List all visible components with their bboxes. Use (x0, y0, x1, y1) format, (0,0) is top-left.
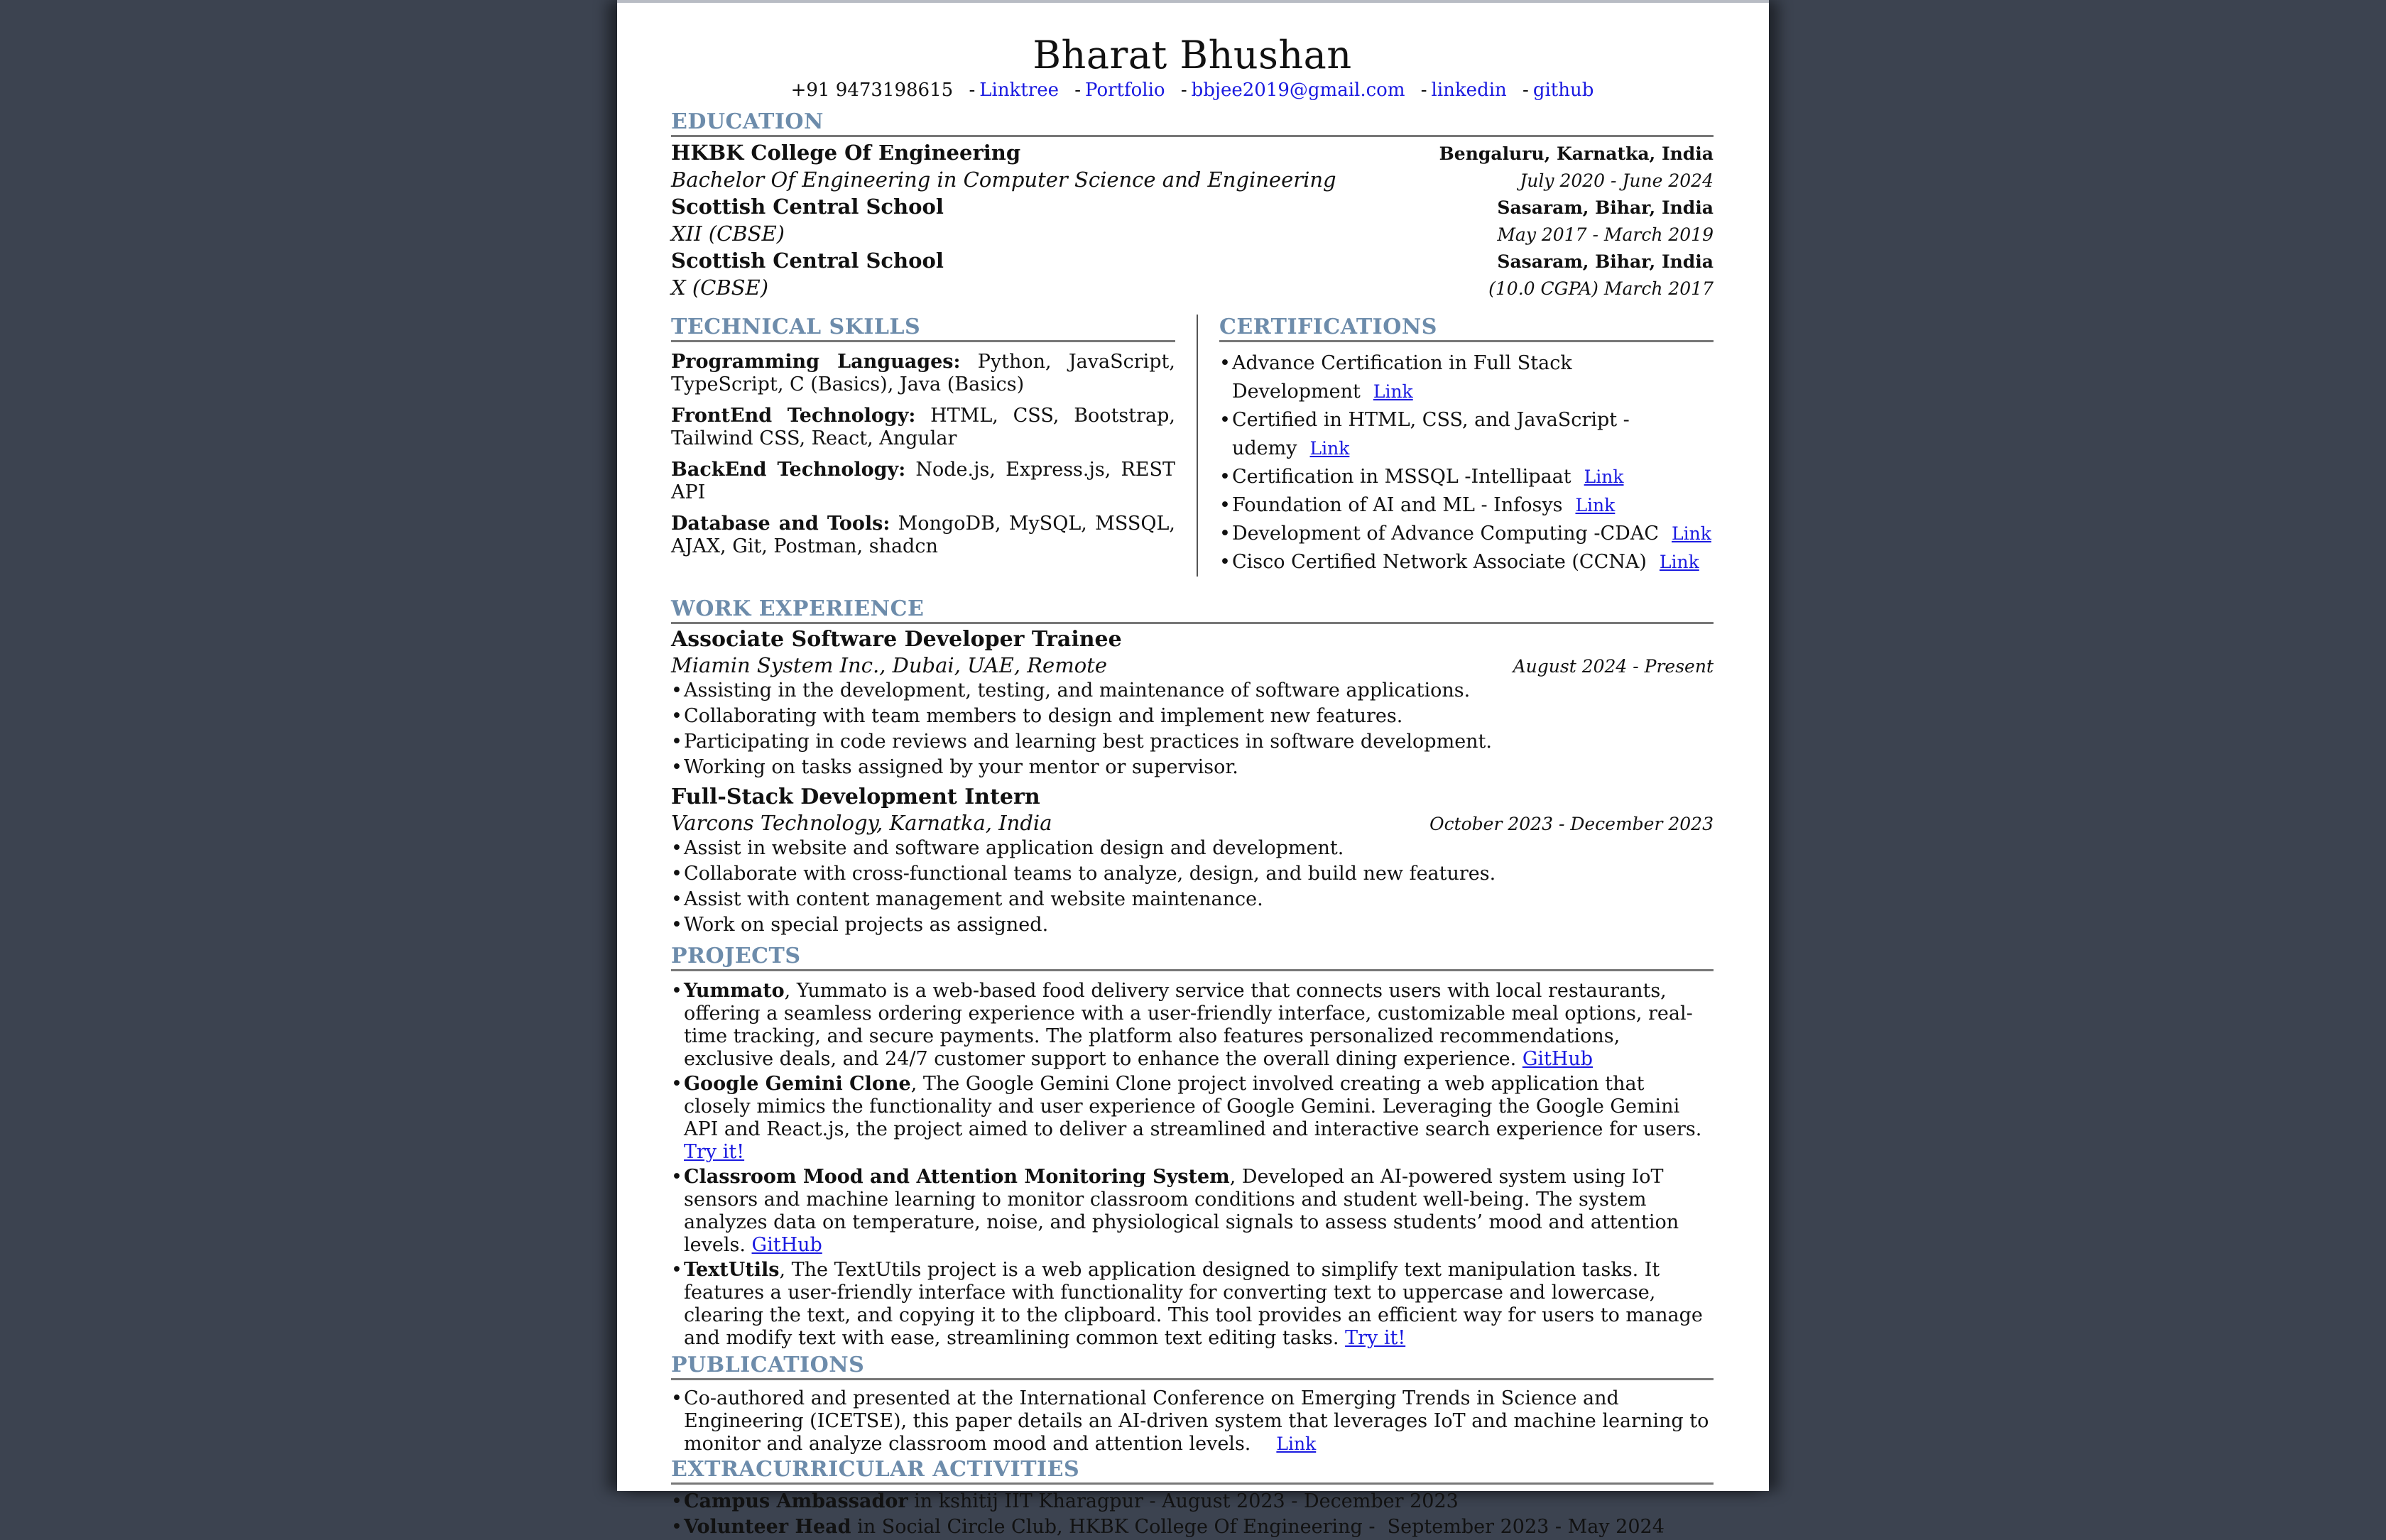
activity-detail: in kshitij IIT Kharagpur - August 2023 - December 2023 (908, 1490, 1459, 1512)
project-item (671, 980, 1714, 1071)
project-link[interactable]: Try it! (1345, 1327, 1406, 1349)
extracurricular-section (671, 1457, 1714, 1540)
degree: X (CBSE) (671, 275, 769, 300)
certification-link[interactable]: Link (1575, 495, 1616, 515)
dates: (10.0 CGPA) March 2017 (1488, 278, 1714, 299)
projects-list (671, 980, 1714, 1350)
linktree-link[interactable]: Linktree (979, 80, 1059, 101)
job-bullet: • Assisting in the development, testing, and maintenance of software applications. (671, 678, 1714, 704)
certification-title: Development of Advance Computing -CDAC (1232, 523, 1659, 545)
job-entry (671, 785, 1714, 938)
institution: Scottish Central School (671, 249, 944, 273)
project-name: Google Gemini Clone (684, 1073, 911, 1095)
activity-item (671, 1489, 1714, 1514)
certifications-heading: CERTIFICATIONS (1219, 315, 1714, 342)
job-dates: October 2023 - December 2023 (1429, 814, 1714, 834)
skill-value: Node.js, Express.js, REST API (671, 459, 1175, 503)
project-name: Yummato (684, 980, 785, 1002)
job-bullets (671, 678, 1714, 780)
skill-label: Programming Languages: (671, 351, 961, 373)
portfolio-link[interactable]: Portfolio (1085, 80, 1165, 101)
linkedin-link[interactable]: linkedin (1431, 80, 1507, 101)
certification-title: Foundation of AI and ML - Infosys (1232, 494, 1563, 516)
skill-label: BackEnd Technology: (671, 459, 906, 481)
certification-link[interactable]: Link (1672, 523, 1711, 544)
skill-value: HTML, CSS, Bootstrap, Tailwind CSS, React, Angular (671, 405, 1175, 449)
certification-title: Advance Certification in Full Stack Development (1232, 352, 1572, 403)
publications-list (671, 1387, 1714, 1456)
project-description: , Yummato is a web-based food delivery service that connects users with local restaurants, offering a seamless ordering experience with a user-friendly interface, customizable meal options, real-time tracking, and secure payments. The platform also features personalized recommendations, exclusive deals, and 24/7 customer support to enhance the overall dining experience. (684, 980, 1693, 1070)
email-link[interactable]: bbjee2019@gmail.com (1191, 80, 1405, 101)
certification-title: Cisco Certified Network Associate (CCNA) (1232, 551, 1647, 573)
publications-heading: PUBLICATIONS (671, 1353, 1714, 1380)
projects-section (671, 944, 1714, 1350)
extracurricular-list (671, 1489, 1714, 1540)
separator: - (1180, 80, 1187, 101)
technical-skills-section (671, 315, 1198, 577)
education-heading: EDUCATION (671, 109, 1714, 137)
publication-text: Co-authored and presented at the International Conference on Emerging Trends in Science and Engineering (ICETSE), this paper details an AI-driven system that leverages IoT and machine learning to monitor and analyze classroom mood and attention levels. (684, 1387, 1709, 1455)
candidate-name: Bharat Bhushan (1033, 33, 1352, 77)
job-dates: August 2024 - Present (1513, 656, 1714, 677)
project-description: , The TextUtils project is a web application designed to simplify text manipulation tasks. It features a user-friendly interface with functionality for converting text to uppercase and lowercase, clearing the text, and copying it to the clipboard. This tool provides an efficient way for users to manage and modify text with ease, streamlining common text editing tasks. (684, 1259, 1703, 1349)
job-company: Varcons Technology, Karnatka, India (671, 811, 1052, 835)
job-bullet: • Assist with content management and website maintenance. (671, 887, 1714, 912)
certification-title: Certified in HTML, CSS, and JavaScript -udemy (1232, 409, 1630, 459)
project-item (671, 1073, 1714, 1164)
certifications-section (1198, 315, 1714, 577)
skill-value: Python, JavaScript, TypeScript, C (Basics), Java (Basics) (671, 351, 1175, 395)
skill-item (671, 351, 1175, 396)
degree: XII (CBSE) (671, 222, 785, 246)
publications-section (671, 1353, 1714, 1456)
institution: HKBK College Of Engineering (671, 141, 1021, 165)
project-name: TextUtils (684, 1259, 780, 1281)
job-bullet: • Collaborating with team members to design and implement new features. (671, 704, 1714, 729)
work-experience-section (671, 596, 1714, 938)
certifications-list (1219, 349, 1714, 577)
separator: - (1074, 80, 1082, 101)
certification-item (1219, 349, 1714, 406)
project-description: , The Google Gemini Clone project involved creating a web application that closely mimics the functionality and user experience of Google Gemini. Leveraging the Google Gemini API and React.js, the project aimed to deliver a streamlined and interactive search experience for users. (684, 1073, 1702, 1140)
activity-item (671, 1514, 1714, 1540)
project-link[interactable]: GitHub (751, 1234, 822, 1256)
job-bullet: • Work on special projects as assigned. (671, 912, 1714, 938)
education-entry (671, 248, 1714, 302)
certification-link[interactable]: Link (1659, 552, 1699, 572)
resume-page (617, 0, 1769, 1538)
certification-item (1219, 520, 1714, 548)
location: Sasaram, Bihar, India (1497, 251, 1714, 272)
skills-certifications-row (671, 315, 1714, 577)
extracurricular-heading: EXTRACURRICULAR ACTIVITIES (671, 1457, 1714, 1485)
resume-content (671, 3, 1714, 1540)
dates: May 2017 - March 2019 (1497, 224, 1714, 245)
education-entry (671, 194, 1714, 248)
certification-link[interactable]: Link (1373, 381, 1413, 402)
location: Bengaluru, Karnatka, India (1439, 143, 1714, 164)
job-company: Miamin System Inc., Dubai, UAE, Remote (671, 653, 1107, 677)
degree: Bachelor Of Engineering in Computer Science and Engineering (671, 168, 1336, 192)
location: Sasaram, Bihar, India (1497, 197, 1714, 218)
job-bullets (671, 836, 1714, 938)
project-item (671, 1166, 1714, 1257)
activity-role: Volunteer Head (684, 1516, 851, 1538)
education-section (671, 109, 1714, 302)
project-description: , Developed an AI-powered system using IoT sensors and machine learning to monitor classroom conditions and student well-being. The system analyzes data on temperature, noise, and physiological signals to assess students’ mood and attention levels. (684, 1166, 1679, 1256)
skills-heading: TECHNICAL SKILLS (671, 315, 1175, 342)
job-title: Associate Software Developer Trainee (671, 627, 1122, 652)
contact-line (671, 78, 1714, 102)
separator: - (1420, 80, 1427, 101)
education-entry (671, 140, 1714, 194)
activity-detail: in Social Circle Club, HKBK College Of Engineering - September 2023 - May 2024 (851, 1516, 1665, 1538)
project-link[interactable]: GitHub (1522, 1048, 1594, 1070)
skill-item (671, 405, 1175, 450)
separator: - (1522, 80, 1529, 101)
publication-item (671, 1387, 1714, 1456)
job-bullet: • Working on tasks assigned by your mentor or supervisor. (671, 755, 1714, 780)
separator: - (969, 80, 976, 101)
publication-link[interactable]: Link (1276, 1433, 1317, 1454)
job-title: Full-Stack Development Intern (671, 785, 1040, 809)
skill-item (671, 459, 1175, 504)
job-entry (671, 627, 1714, 780)
skill-value: MongoDB, MySQL, MSSQL, AJAX, Git, Postman, shadcn (671, 513, 1175, 557)
job-bullet: • Collaborate with cross-functional teams to analyze, design, and build new features. (671, 861, 1714, 887)
dates: July 2020 - June 2024 (1520, 170, 1714, 191)
certification-item (1219, 406, 1714, 463)
experience-heading: WORK EXPERIENCE (671, 596, 1714, 624)
skill-label: Database and Tools: (671, 513, 890, 535)
certification-item (1219, 548, 1714, 577)
github-link[interactable]: github (1532, 80, 1594, 101)
activity-role: Campus Ambassador (684, 1490, 908, 1512)
certification-title: Certification in MSSQL -Intellipaat (1232, 466, 1571, 488)
phone-number: +91 9473198615 (790, 80, 954, 101)
institution: Scottish Central School (671, 195, 944, 219)
certification-link[interactable]: Link (1309, 438, 1350, 459)
job-bullet: • Assist in website and software application design and development. (671, 836, 1714, 861)
job-bullet: • Participating in code reviews and learning best practices in software development. (671, 729, 1714, 755)
skill-label: FrontEnd Technology: (671, 405, 916, 427)
certification-item (1219, 463, 1714, 491)
project-link[interactable]: Try it! (684, 1141, 745, 1163)
projects-heading: PROJECTS (671, 944, 1714, 971)
certification-item (1219, 491, 1714, 520)
skill-item (671, 513, 1175, 558)
project-name: Classroom Mood and Attention Monitoring System (684, 1166, 1230, 1188)
project-item (671, 1259, 1714, 1350)
certification-link[interactable]: Link (1584, 466, 1624, 487)
